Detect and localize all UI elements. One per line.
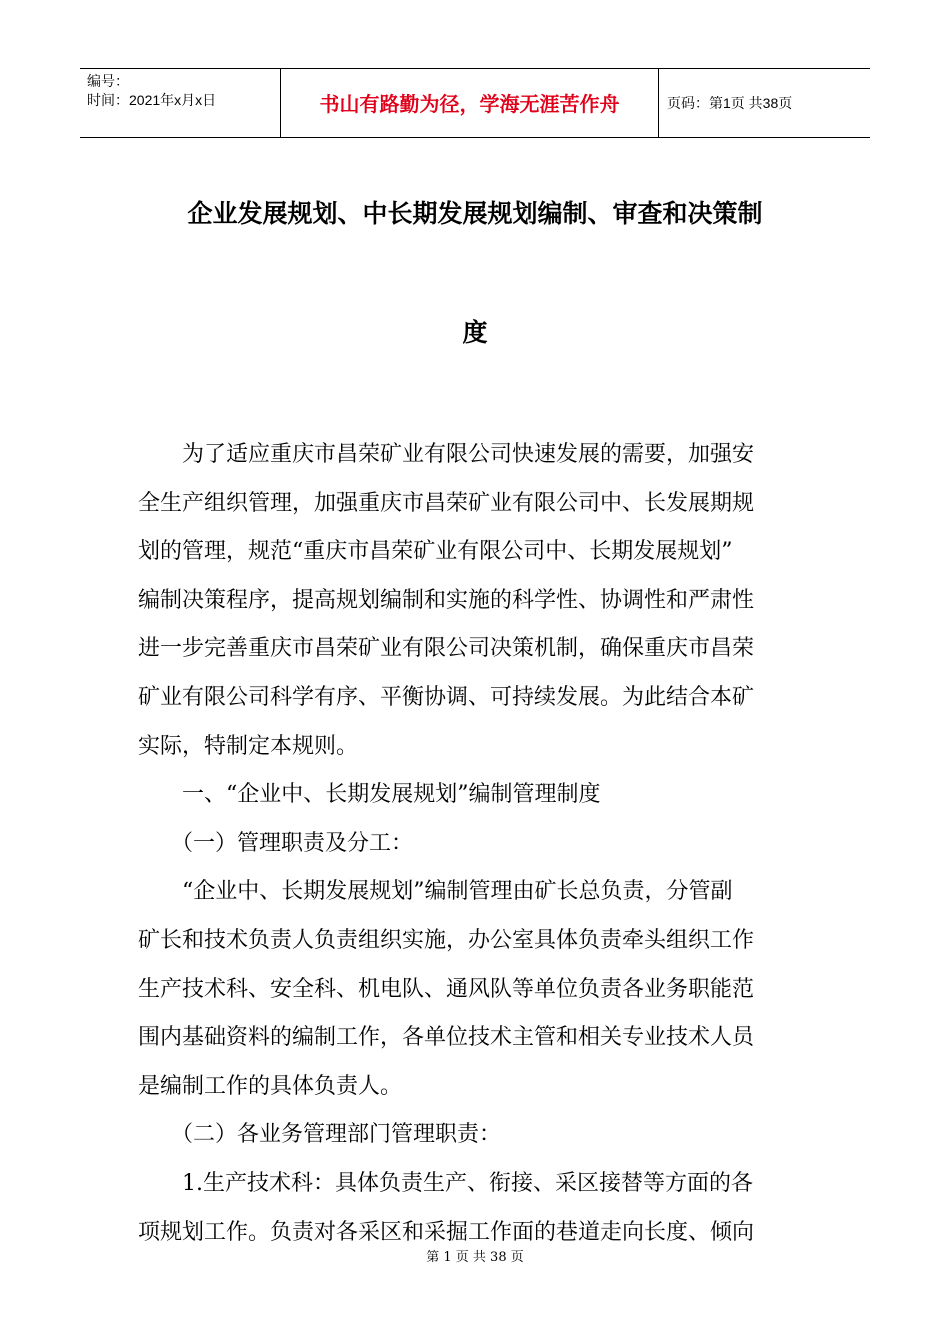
document-title-line-1: 企业发展规划、中长期发展规划编制、审查和决策制 [187,199,763,228]
header-motto: 书山有路勤为径，学海无涯苦作舟 [319,92,620,116]
document-number-label: 编号： [87,73,129,89]
document-title-line-2: 度 [462,318,488,347]
body-text-line: 为了适应重庆市昌荣矿业有限公司快速发展的需要，加强安 [138,442,755,467]
body-text-line: 全生产组织管理，加强重庆市昌荣矿业有限公司中、长发展期规 [138,491,755,516]
body-text-line: 项规划工作。负责对各采区和采掘工作面的巷道走向长度、倾向 [138,1220,755,1245]
header-page-code: 页码：第1页 共38页 [667,95,793,111]
body-text-line: 1.生产技术科：具体负责生产、衔接、采区接替等方面的各 [138,1171,753,1196]
body-text-line: 划的管理，规范“重庆市昌荣矿业有限公司中、长期发展规划” [138,539,733,564]
body-text-line: 进一步完善重庆市昌荣矿业有限公司决策机制，确保重庆市昌荣 [138,636,755,661]
body-text-line: 矿业有限公司科学有序、平衡协调、可持续发展。为此结合本矿 [138,685,755,710]
body-text-line: 矿长和技术负责人负责组织实施，办公室具体负责牵头组织工作 [138,928,755,953]
document-header [80,68,870,138]
body-text-line: 实际，特制定本规则。 [138,734,359,759]
body-text-line: （二）各业务管理部门管理职责： [138,1122,502,1147]
body-text-line: 是编制工作的具体负责人。 [138,1074,403,1099]
header-page-cell [659,69,870,137]
body-text-line: 围内基础资料的编制工作，各单位技术主管和相关专业技术人员 [138,1025,755,1050]
header-info-cell [80,69,281,137]
document-date-label: 时间：2021年x月x日 [87,92,217,108]
body-text-line: （一）管理职责及分工： [138,831,414,856]
page-footer: 第 1 页 共 38 页 [426,1250,524,1265]
header-motto-cell [281,69,659,137]
body-text-line: 编制决策程序，提高规划编制和实施的科学性、协调性和严肃性 [138,588,755,613]
body-text-line: 一、“企业中、长期发展规划”编制管理制度 [138,782,601,807]
body-text-line: “企业中、长期发展规划”编制管理由矿长总负责，分管副 [138,879,733,904]
body-text-line: 生产技术科、安全科、机电队、通风队等单位负责各业务职能范 [138,977,755,1002]
